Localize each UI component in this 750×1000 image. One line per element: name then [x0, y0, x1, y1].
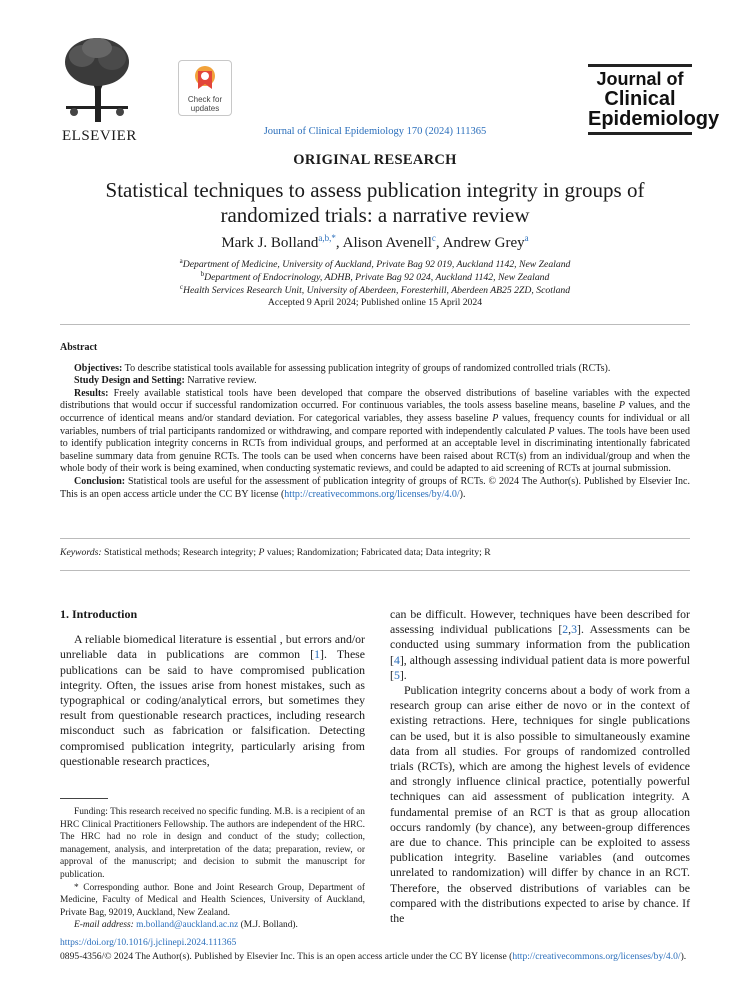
conclusion-text: Statistical tools are useful for the assessment of publication integrity of groups of RCTs. © 2024 The Author(s). Published by Elsevier Inc. This is an open access article under the CC BY license (	[60, 475, 690, 500]
author-name[interactable]: Mark J. Bolland	[221, 235, 319, 251]
paragraph-text: ]. Assessments can be conducted using summary information from the publication [	[390, 622, 690, 667]
funding-footnote: Funding: This research received no specific funding. M.B. is a recipient of an HRC Clinical Practitioners Fellowship. The authors are independent of the HRC. The HRC had no role in design and conduct of the study; collection, management, analysis, and interpretation of the data; preparation, review, or approval of the manuscript; and decision to submit the manuscript for publication.	[60, 807, 365, 880]
abstract-heading: Abstract	[60, 342, 98, 353]
check-line1: Check for	[187, 95, 223, 104]
objectives-label: Objectives:	[74, 362, 123, 374]
journal-logo[interactable]	[588, 64, 720, 135]
author-affiliation-marker[interactable]: a,b,*	[318, 233, 336, 243]
intro-paragraph: can be difficult. However, techniques have been described for assessing individual publications [2,3]. Assessments can be conducted using summary information from the publication [4], although assessing individual patient data is more powerful [5].	[390, 607, 690, 682]
footnotes	[60, 806, 365, 932]
body-column-left	[60, 607, 365, 769]
results-italic: P	[492, 412, 499, 424]
doi-link[interactable]: https://doi.org/10.1016/j.jclinepi.2024.111365	[60, 937, 237, 948]
abstract	[60, 342, 690, 501]
email-link[interactable]: m.bolland@auckland.ac.nz	[136, 920, 239, 931]
design-text: Narrative review.	[187, 375, 257, 387]
results-text: values. The tools have been used to identify publication integrity concerns in RCTs from individual groups, and performed at an acceptable level in discriminating intentionally fabricated baseline summary data from genuine RCTs. The tools can be used when concerns have been raised about RCT(s) from an individual/group and when the whole body of their work is being examined, when conducting systematic reviews, and could be adapted to aid screening of RCTs at journal submission.	[60, 425, 690, 475]
section-label: ORIGINAL RESEARCH	[293, 152, 457, 168]
article-title	[60, 178, 690, 228]
affiliation-marker: c	[179, 283, 183, 291]
affiliation-text: Department of Medicine, University of Auckland, Private Bag 92 019, Auckland 1142, New Zealand	[182, 259, 571, 271]
objectives-text: To describe statistical tools available for assessing publication integrity of groups of randomized controlled trials (RCTs).	[124, 362, 611, 374]
abstract-design	[60, 375, 690, 388]
abstract-objectives	[60, 363, 690, 376]
results-text: Freely available statistical tools have been developed that compare the observed distributions of baseline variables with the expected distributions that would occur if successful randomization occurred. For continuous variables, the tools assess baseline means, baseline	[60, 387, 691, 412]
affiliation-text: Health Services Research Unit, University of Aberdeen, Foresterhill, Aberdeen AB25 2ZD, Scotland	[182, 285, 571, 297]
copyright-end: ).	[680, 951, 687, 962]
conclusion-label: Conclusion:	[74, 475, 126, 487]
citation-link[interactable]: 1	[314, 647, 321, 662]
author-name[interactable]: Alison Avenell	[342, 235, 432, 251]
abstract-results	[60, 388, 690, 476]
author-name[interactable]: Andrew Grey	[442, 235, 525, 251]
elsevier-tree-icon	[62, 34, 132, 122]
conclusion-end: ).	[459, 488, 466, 500]
paragraph-text: ].	[399, 667, 407, 682]
results-text: values, and the occurrence of identical means and/or standard deviation. For categorical variables, they assess baseline	[60, 400, 691, 424]
author-affiliation-marker[interactable]: c	[431, 233, 436, 243]
citation-link[interactable]: 3	[571, 622, 578, 637]
check-for-updates-badge[interactable]	[178, 60, 232, 116]
affiliation-text: Department of Endocrinology, ADHB, Private Bag 92 024, Auckland 1142, New Zealand	[204, 272, 550, 284]
paragraph-text: A reliable biomedical literature is essential , but errors and/or unreliable data in publications are common [	[60, 632, 365, 662]
journal-logo-line3: Epidemiology	[588, 108, 720, 130]
email-footnote	[60, 919, 365, 932]
divider	[60, 570, 690, 571]
author-list: Mark J. Bolland$^{a,b,*}$, Alison Avenell$^c$, Andrew Grey$^a$	[221, 233, 529, 251]
publisher-name: ELSEVIER	[62, 128, 137, 144]
paragraph-text: ], although assessing individual patient data is more powerful [	[390, 652, 690, 682]
affiliation-marker: a	[179, 257, 183, 265]
journal-logo-line1: Journal of	[596, 69, 684, 89]
email-suffix: (M.J. Bolland).	[238, 920, 298, 931]
citation-link[interactable]: 4	[393, 652, 400, 667]
section-heading-introduction: 1. Introduction	[60, 607, 138, 621]
abstract-conclusion	[60, 476, 690, 501]
footer-license-link[interactable]: http://creativecommons.org/licenses/by/4.0/	[512, 951, 681, 962]
results-text: values, frequency counts for individual or all variables, numbers of trial participants randomized or withdrawing, and compare reported with independently calculated	[60, 412, 691, 437]
intro-paragraph: Publication integrity concerns about a body of work from a research group can arise either de novo or in the context of existing retractions. Here, techniques for single publications can be used, but it is also possible to simultaneously examine data from all studies. For groups of randomized controlled trials (RCTs), which are among the highest levels of evidence and strongly influence clinical practice, potentially powerful techniques can aid assessment of publication integrity. A fundamental premise of an RCT is that as group allocation occurs randomly (by chance), any between-group differences are due to chance. This principle can be exploited to assess publication integrity. Baseline variables (and outcomes unrelated to randomization) will differ by chance in an RCT. Therefore, the observed distributions of variables can be compared with the distributions expected to arise by chance. If the	[390, 683, 690, 926]
paragraph-text: can be difficult. However, techniques have been described for assessing individual publications [	[390, 607, 690, 637]
corresponding-author-footnote: * Corresponding author. Bone and Joint Research Group, Department of Medicine, Faculty of Medical and Health Sciences, University of Auckland, Private Bag, 92019, Auckland, New Zealand.	[60, 882, 365, 918]
body-column-right	[390, 607, 690, 926]
keywords-label: Keywords:	[60, 547, 102, 558]
title-line1: Statistical techniques to assess publication integrity in groups of	[105, 178, 645, 202]
journal-logo-line2: Clinical	[604, 88, 676, 110]
footnote-divider	[60, 798, 108, 799]
affiliation-marker: b	[200, 270, 205, 278]
publication-dates: Accepted 9 April 2024; Published online 15 April 2024	[267, 297, 483, 308]
citation-link[interactable]: 2	[562, 622, 569, 637]
bookmark-check-icon	[193, 65, 217, 93]
keywords-text: Statistical methods; Research integrity;	[101, 547, 259, 558]
results-italic: P	[618, 400, 626, 412]
elsevier-logo[interactable]	[62, 34, 137, 144]
results-italic: P	[548, 425, 555, 437]
journal-reference-link[interactable]: Journal of Clinical Epidemiology 170 (2024) 111365	[263, 126, 487, 137]
design-label: Study Design and Setting:	[74, 375, 185, 387]
paragraph-text: ]. These publications can be said to have compromised publication integrity. Often, the issues arise from honest mistakes, such as typographical or coding/analytical errors, but sometimes they result from questionable research practices, including research misconduct such as fabrication or falsification. Detecting compromised publication integrity, particularly arising from questionable research practices,	[60, 647, 366, 768]
divider	[60, 324, 690, 325]
intro-paragraph	[60, 632, 365, 769]
author-affiliation-marker[interactable]: a	[524, 233, 529, 243]
email-label: E-mail address:	[74, 920, 134, 931]
keywords-text: values; Randomization; Fabricated data; Data integrity; R	[264, 547, 491, 558]
citation-link[interactable]: 5	[393, 667, 400, 682]
copyright-notice	[60, 951, 692, 964]
affiliation	[0, 281, 750, 297]
title-line2: randomized trials: a narrative review	[220, 203, 530, 227]
divider	[60, 538, 690, 539]
keywords-italic: P	[258, 547, 265, 558]
check-line2: updates	[190, 104, 220, 113]
keywords	[60, 547, 690, 558]
copyright-text: 0895-4356/© 2024 The Author(s). Published by Elsevier Inc. This is an open access article under the CC BY license (	[60, 951, 513, 962]
license-link[interactable]: http://creativecommons.org/licenses/by/4.0/	[284, 488, 460, 500]
results-label: Results:	[74, 387, 109, 399]
